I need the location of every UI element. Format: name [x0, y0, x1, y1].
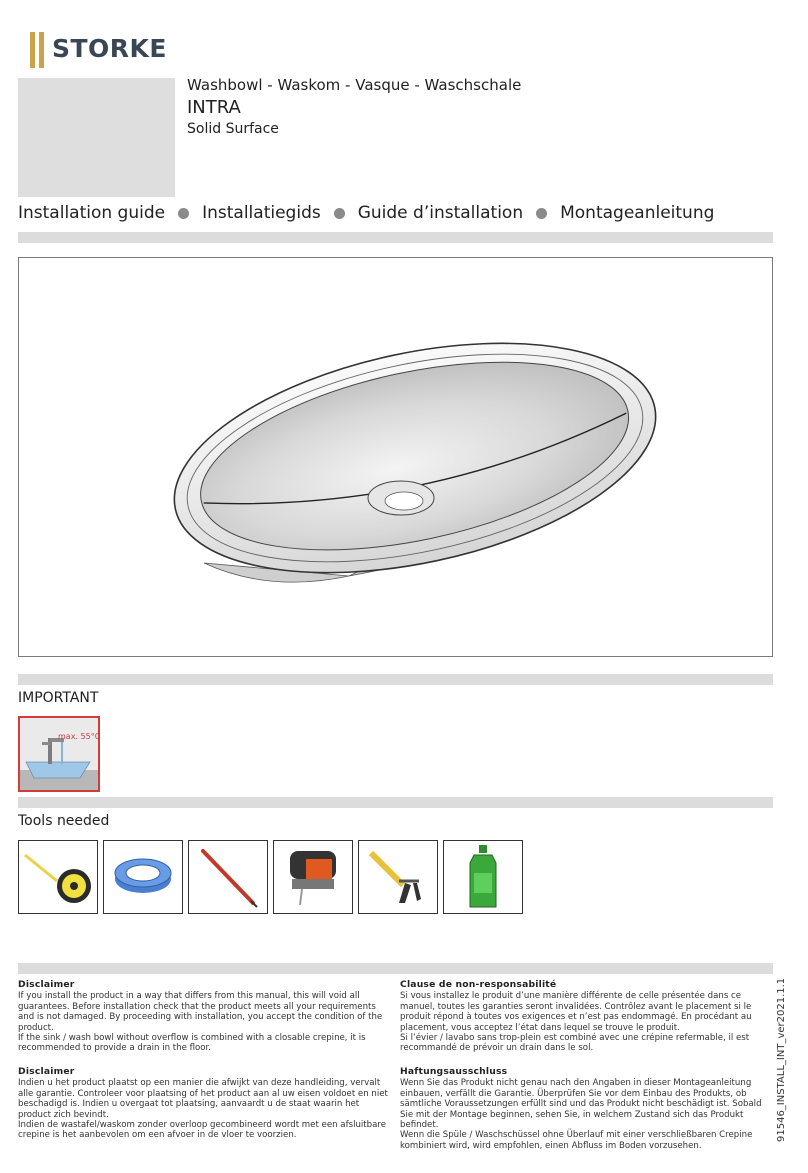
tool-cleaning-detergent [443, 840, 523, 914]
disclaimer-nl [18, 1067, 390, 1141]
guide-title-nl: Installatiegids [202, 203, 321, 223]
divider-bar [18, 797, 773, 808]
disclaimer-de [400, 1067, 772, 1151]
disclaimer-en [18, 980, 390, 1054]
bullet-icon [334, 208, 345, 219]
disclaimer-fr-p1: Si vous installez le produit d’une manière différente de celle présentée dans ce manuel, toutes les garanties seront invalidées. Contrôlez avant le placement si le produit répond à toutes vos exigences et n’est pas endommagé. En procédant au placement, vous acceptez l’état dans lequel se trouve le produit. [400, 991, 752, 1033]
guide-title-de: Montageanleitung [560, 203, 715, 223]
disclaimer-de-p2: Wenn die Spüle / Waschschüssel ohne Überlauf mit einer verschließbaren Crepine kombiniert wird, wird empfohlen, einen Abfluss im Boden vorzusehen. [400, 1130, 753, 1151]
brand-name: STORKE [52, 34, 168, 63]
washbowl-illustration [19, 258, 772, 656]
caulking-gun-icon [359, 841, 437, 913]
tool-pencil [188, 840, 268, 914]
disclaimer-en-p2: If the sink / wash bowl without overflow is combined with a closable crepine, it is recommended to provide a drain in the floor. [18, 1033, 366, 1054]
tape-measure-icon [19, 841, 97, 913]
detergent-bottle-icon [444, 841, 522, 913]
guide-title-en: Installation guide [18, 203, 166, 223]
max-temperature-warning [18, 716, 100, 792]
disclaimer-fr-p2: Si l’évier / lavabo sans trop-plein est combiné avec une crépine refermable, il est recommandé de prévoir un drain dans le sol. [400, 1033, 750, 1054]
divider-bar [18, 963, 773, 974]
disclaimer-nl-p1: Indien u het product plaatst op een manier die afwijkt van deze handleiding, vervalt alle garantie. Controleer voor plaatsing of het product aan al uw eisen voldoet en niet beschadigd is. Indien u overgaat tot plaatsing, aanvaardt u de staat waarin het product zich bevindt. [18, 1078, 388, 1120]
important-title: IMPORTANT [18, 690, 99, 706]
tools-title: Tools needed [18, 813, 110, 829]
product-name: INTRA [187, 97, 241, 118]
disclaimer-en-title: Disclaimer [18, 979, 75, 990]
guide-titles [18, 200, 714, 226]
jigsaw-icon [274, 841, 352, 913]
bullet-icon [178, 208, 189, 219]
tool-masking-tape [103, 840, 183, 914]
disclaimer-fr [400, 980, 772, 1054]
document-code: 91546_INSTALL_INT_ver2021.1.1 [776, 977, 787, 1142]
disclaimer-de-title: Haftungsausschluss [400, 1066, 508, 1077]
subtitle: Washbowl - Waskom - Vasque - Waschschale [187, 76, 522, 94]
disclaimer-nl-p2: Indien de wastafel/waskom zonder overloop gecombineerd wordt met een afsluitbare crepine is het aanbevolen om een afvoer in de vloer te voorzien. [18, 1120, 387, 1141]
divider-bar [18, 674, 773, 685]
disclaimer-nl-title: Disclaimer [18, 1066, 75, 1077]
tool-tape-measure [18, 840, 98, 914]
tool-jigsaw [273, 840, 353, 914]
bullet-icon [536, 208, 547, 219]
disclaimer-fr-title: Clause de non-responsabilité [400, 979, 557, 990]
disclaimer-en-p1: If you install the product in a way that differs from this manual, this will void all guarantees. Before installation check that the product meets all your requirements and is not damaged. By proceeding with installation, you accept the condition of the product. [18, 991, 383, 1033]
faucet-hot-water-icon [20, 718, 101, 790]
disclaimer-de-p1: Wenn Sie das Produkt nicht genau nach den Angaben in dieser Montageanleitung einbauen, verfällt die Garantie. Überprüfen Sie vor dem Einbau des Produkts, ob sämtliche Voraussetzungen erfüllt sind und das Produkt nicht beschädigt ist. Sobald Sie mit der Montage beginnen, sehen Sie, in welchem Zustand sich das Produkt befindet. [400, 1078, 762, 1131]
max-temperature-label: max. 55°C [58, 732, 101, 741]
pencil-icon [189, 841, 267, 913]
product-image-placeholder [18, 78, 175, 197]
masking-tape-icon [104, 841, 182, 913]
guide-title-fr: Guide d’installation [357, 203, 524, 223]
tool-caulking-gun [358, 840, 438, 914]
product-material: Solid Surface [187, 121, 279, 137]
brand-logo-mark [28, 30, 50, 70]
washbowl-illustration-frame [18, 257, 773, 657]
divider-bar [18, 232, 773, 243]
